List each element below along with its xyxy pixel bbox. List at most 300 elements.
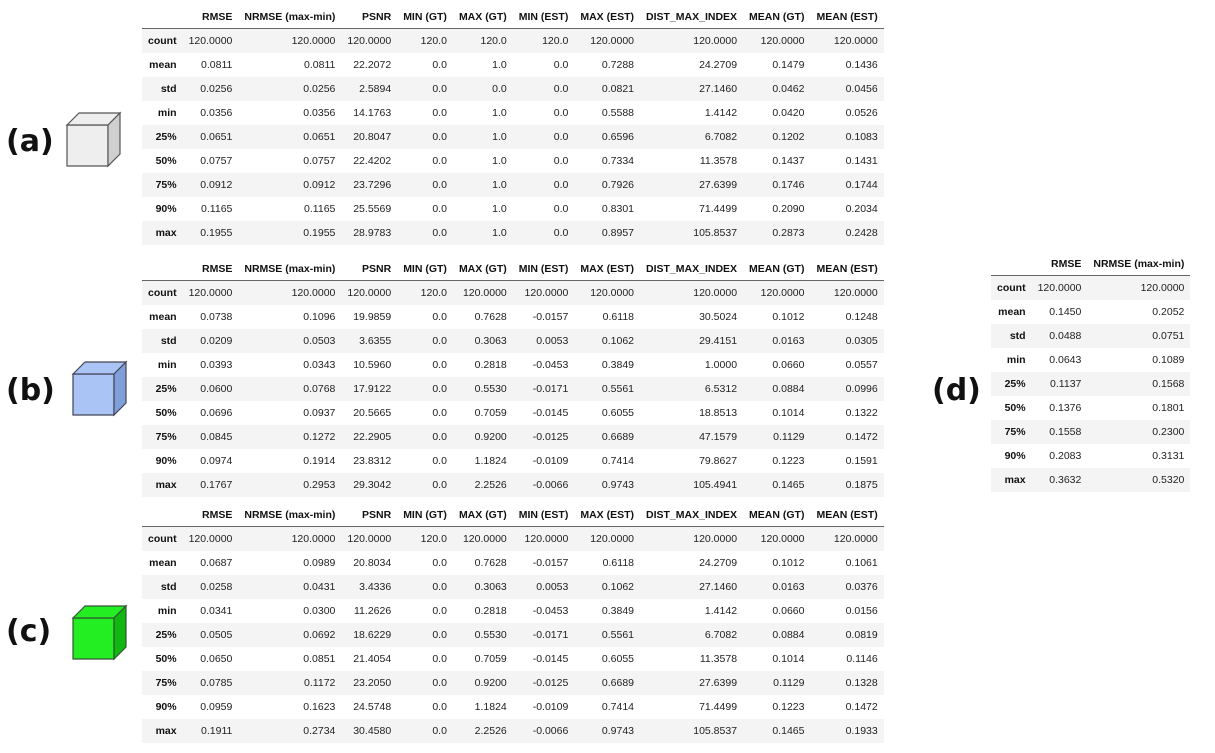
table-cell: 0.5530 <box>474 383 507 395</box>
row-label: 75% <box>155 431 177 443</box>
panel-label-d: (d) <box>932 373 981 408</box>
table-cell: 0.0 <box>553 107 569 119</box>
table-row <box>991 420 1190 444</box>
table-cell: 6.7082 <box>704 629 738 641</box>
column-header: MEAN (GT) <box>743 504 810 527</box>
row-label: max <box>155 725 177 737</box>
table-cell: 0.1096 <box>303 311 336 323</box>
table-cell: 120.0000 <box>347 287 392 299</box>
table-cell: 0.1801 <box>1152 402 1185 414</box>
table-cell: 0.1450 <box>1049 306 1082 318</box>
table-cell: 0.1014 <box>772 653 805 665</box>
table-cell: 0.1165 <box>201 203 233 215</box>
table-cell: 0.0 <box>432 725 447 737</box>
table-cell: 27.6399 <box>699 179 738 191</box>
table-cell: 20.5665 <box>353 407 392 419</box>
column-header: MEAN (EST) <box>810 6 883 29</box>
table-row <box>142 719 884 743</box>
table-row <box>142 473 884 497</box>
table-cell: 0.0393 <box>200 359 233 371</box>
table-cell: 0.0959 <box>200 701 233 713</box>
row-label: 75% <box>155 179 177 191</box>
table-cell: 3.4336 <box>359 581 392 593</box>
column-header <box>991 253 1032 276</box>
row-label: min <box>157 107 177 119</box>
table-cell: 27.6399 <box>699 677 738 689</box>
row-label: count <box>148 35 177 47</box>
header-row <box>142 504 884 527</box>
column-header: MIN (GT) <box>397 6 453 29</box>
table-cell: 0.0650 <box>200 653 233 665</box>
panel-label-c: (c) <box>6 614 52 649</box>
table-cell: 0.9200 <box>474 677 507 689</box>
table-cell: 29.3042 <box>353 479 392 491</box>
column-header <box>142 504 183 527</box>
table-cell: 0.1744 <box>845 179 878 191</box>
header-row <box>991 253 1190 276</box>
table-cell: 0.1376 <box>1049 402 1082 414</box>
table-cell: 0.0 <box>432 605 447 617</box>
table-cell: 0.0356 <box>200 107 233 119</box>
panel-label-b: (b) <box>6 373 55 408</box>
row-label: 75% <box>1004 426 1026 438</box>
table-cell: 0.1129 <box>773 431 805 443</box>
table-cell: 1.4142 <box>704 107 738 119</box>
table-row <box>991 468 1190 492</box>
table-cell: 0.6118 <box>602 311 635 323</box>
table-cell: 0.0258 <box>200 581 233 593</box>
table-cell: 1.1824 <box>474 455 507 467</box>
row-label: std <box>160 581 177 593</box>
table-cell: 79.8627 <box>699 455 738 467</box>
table-cell: 1.1824 <box>474 701 507 713</box>
table-cell: 0.0256 <box>200 83 233 95</box>
table-cell: 1.0 <box>492 107 507 119</box>
table-cell: 0.0751 <box>1152 330 1185 342</box>
row-label: count <box>148 533 177 545</box>
table-cell: 0.1472 <box>845 431 878 443</box>
table-cell: 0.1172 <box>304 677 336 689</box>
table-cell: 2.5894 <box>359 83 392 95</box>
table-cell: 120.0000 <box>188 35 233 47</box>
table-cell: 0.0 <box>432 383 447 395</box>
table-cell: -0.0171 <box>532 629 569 641</box>
table-row <box>142 449 884 473</box>
table-cell: 0.3063 <box>474 581 507 593</box>
table-cell: 0.0660 <box>772 605 805 617</box>
table-cell: -0.0109 <box>532 701 569 713</box>
table-cell: 0.1146 <box>846 653 878 665</box>
table-cell: 0.7288 <box>601 59 635 71</box>
table-cell: 30.4580 <box>353 725 392 737</box>
table-cell: 24.2709 <box>699 557 738 569</box>
table-cell: 6.5312 <box>704 383 738 395</box>
table-cell: 120.0000 <box>590 287 635 299</box>
table-cell: 120.0000 <box>291 35 336 47</box>
table-row <box>142 101 884 125</box>
table-cell: 120.0000 <box>693 287 738 299</box>
table-cell: 0.0845 <box>200 431 233 443</box>
table-cell: 0.0 <box>432 155 447 167</box>
table-cell: 11.2626 <box>354 605 392 617</box>
table-cell: 0.6055 <box>601 407 635 419</box>
table-row <box>142 149 884 173</box>
stats-table-a <box>142 6 884 245</box>
table-cell: -0.0066 <box>532 479 569 491</box>
table-cell: 0.0811 <box>201 59 233 71</box>
table-cell: 0.0557 <box>845 359 878 371</box>
table-cell: 0.0163 <box>772 335 805 347</box>
table-cell: 0.0989 <box>303 557 336 569</box>
table-cell: 0.0785 <box>200 677 233 689</box>
table-cell: 0.9743 <box>601 479 635 491</box>
table-cell: 0.0 <box>432 677 447 689</box>
column-header: MIN (EST) <box>513 258 575 281</box>
table-cell: 120.0000 <box>188 287 233 299</box>
table-cell: 0.5320 <box>1152 474 1185 486</box>
table-cell: 0.1746 <box>772 179 805 191</box>
table-cell: 0.5530 <box>474 629 507 641</box>
table-cell: 0.0 <box>432 431 447 443</box>
table-cell: 0.6689 <box>601 677 635 689</box>
table-row <box>142 353 884 377</box>
row-label: std <box>160 83 177 95</box>
column-header <box>142 258 183 281</box>
column-header: MIN (GT) <box>397 504 453 527</box>
table-cell: 2.2526 <box>474 479 507 491</box>
table-cell: 0.0 <box>432 203 447 215</box>
row-label: 25% <box>155 383 177 395</box>
table-cell: 0.0 <box>553 227 569 239</box>
table-cell: 0.0 <box>432 653 447 665</box>
table-row <box>142 527 884 552</box>
table-cell: 0.0687 <box>200 557 233 569</box>
table-cell: 0.0692 <box>303 629 336 641</box>
stats-table-c <box>142 504 884 743</box>
table-cell: 0.0643 <box>1049 354 1082 366</box>
table-cell: 0.0376 <box>845 581 878 593</box>
row-label: 25% <box>155 629 177 641</box>
column-header: MAX (GT) <box>453 504 513 527</box>
table-cell: -0.0145 <box>532 407 569 419</box>
table-cell: 0.0488 <box>1049 330 1082 342</box>
table-cell: 0.0526 <box>845 107 878 119</box>
table-cell: 0.1328 <box>845 677 878 689</box>
table-cell: 10.5960 <box>353 359 392 371</box>
table-cell: 22.4202 <box>353 155 392 167</box>
table-cell: 0.0053 <box>536 581 569 593</box>
column-header: MAX (EST) <box>574 6 640 29</box>
table-cell: 0.0420 <box>772 107 805 119</box>
table-cell: 0.0819 <box>845 629 878 641</box>
table-cell: 0.0341 <box>200 605 233 617</box>
table-row <box>142 77 884 101</box>
table-cell: 120.0 <box>420 533 447 545</box>
table-cell: 0.1933 <box>845 725 878 737</box>
column-header: NRMSE (max-min) <box>238 504 341 527</box>
row-label: min <box>157 605 177 617</box>
table-cell: 19.9859 <box>353 311 392 323</box>
table-cell: 22.2072 <box>353 59 392 71</box>
table-cell: 0.1248 <box>845 311 878 323</box>
column-header: DIST_MAX_INDEX <box>640 504 743 527</box>
table-cell: 1.0000 <box>704 359 738 371</box>
row-label: max <box>155 227 177 239</box>
table-cell: 0.7628 <box>474 311 507 323</box>
table-cell: 120.0000 <box>590 533 635 545</box>
table-row <box>142 623 884 647</box>
table-cell: 18.6229 <box>353 629 392 641</box>
table-cell: 120.0000 <box>1037 282 1082 294</box>
row-label: 90% <box>155 701 177 713</box>
table-cell: 1.0 <box>492 179 507 191</box>
table-cell: 0.0 <box>553 131 569 143</box>
table-cell: 0.1223 <box>772 701 805 713</box>
table-cell: 2.2526 <box>474 725 507 737</box>
cube-icon-blue <box>70 359 130 419</box>
row-label: min <box>1006 354 1026 366</box>
table-cell: 120.0 <box>480 35 507 47</box>
row-label: min <box>157 359 177 371</box>
table-cell: 0.1437 <box>772 155 805 167</box>
table-cell: 1.0 <box>492 155 507 167</box>
table-row <box>142 377 884 401</box>
column-header: MEAN (EST) <box>810 258 883 281</box>
column-header: MEAN (EST) <box>810 504 883 527</box>
table-cell: 0.0 <box>432 701 447 713</box>
table-cell: 0.2428 <box>845 227 878 239</box>
table-row <box>142 53 884 77</box>
table-cell: 0.1129 <box>773 677 805 689</box>
table-row <box>991 348 1190 372</box>
table-row <box>991 300 1190 324</box>
table-cell: 1.0 <box>492 227 507 239</box>
column-header: PSNR <box>341 258 397 281</box>
table-row <box>142 281 884 306</box>
table-cell: 0.1062 <box>601 335 635 347</box>
table-cell: 0.0300 <box>303 605 336 617</box>
table-cell: 1.4142 <box>704 605 738 617</box>
table-row <box>142 197 884 221</box>
table-cell: 120.0000 <box>462 533 507 545</box>
row-label: 25% <box>155 131 177 143</box>
table-cell: 0.1479 <box>772 59 805 71</box>
column-header: MAX (EST) <box>574 504 640 527</box>
table-cell: 0.1272 <box>303 431 336 443</box>
table-row <box>142 551 884 575</box>
row-label: std <box>1009 330 1026 342</box>
table-cell: -0.0157 <box>532 311 569 323</box>
table-cell: 0.1223 <box>772 455 805 467</box>
table-cell: 0.3063 <box>474 335 507 347</box>
table-cell: 24.5748 <box>353 701 392 713</box>
table-cell: 0.1062 <box>601 581 635 593</box>
table-cell: 0.0209 <box>200 335 233 347</box>
table-cell: 0.2090 <box>772 203 805 215</box>
table-cell: 0.1767 <box>200 479 233 491</box>
table-cell: 0.1465 <box>772 479 805 491</box>
table-cell: 120.0 <box>420 35 447 47</box>
table-cell: 0.2083 <box>1049 450 1082 462</box>
table-cell: -0.0066 <box>532 725 569 737</box>
table-cell: 0.6118 <box>602 557 635 569</box>
table-cell: 0.1089 <box>1152 354 1185 366</box>
table-cell: 0.1955 <box>303 227 336 239</box>
table-cell: 0.1165 <box>304 203 336 215</box>
table-cell: 0.0757 <box>200 155 233 167</box>
table-cell: 3.6355 <box>359 335 392 347</box>
table-cell: 120.0000 <box>524 533 569 545</box>
stats-table-b <box>142 258 884 497</box>
table-cell: 0.0696 <box>200 407 233 419</box>
table-cell: 0.0503 <box>303 335 336 347</box>
table-cell: 0.7926 <box>601 179 635 191</box>
table-cell: 0.6055 <box>601 653 635 665</box>
table-cell: 0.0651 <box>303 131 336 143</box>
column-header: NRMSE (max-min) <box>1087 253 1190 276</box>
table-cell: 105.8537 <box>693 725 738 737</box>
table-cell: 0.0053 <box>536 335 569 347</box>
table-cell: 0.1436 <box>845 59 878 71</box>
table-cell: 11.3578 <box>699 653 738 665</box>
table-cell: 0.3131 <box>1152 450 1185 462</box>
table-cell: 0.0 <box>432 83 447 95</box>
column-header: MIN (EST) <box>513 504 575 527</box>
table-cell: 20.8034 <box>353 557 392 569</box>
table-cell: 25.5569 <box>353 203 392 215</box>
table-cell: 71.4499 <box>699 701 738 713</box>
column-header: MAX (EST) <box>574 258 640 281</box>
table-row <box>142 647 884 671</box>
table-cell: 0.2034 <box>845 203 878 215</box>
table-cell: -0.0145 <box>532 653 569 665</box>
row-label: 50% <box>1004 402 1026 414</box>
table-cell: -0.0157 <box>532 557 569 569</box>
column-header: PSNR <box>341 504 397 527</box>
table-cell: 0.7334 <box>601 155 635 167</box>
table-cell: 0.0768 <box>303 383 336 395</box>
cube-icon-green <box>70 603 130 663</box>
table-cell: 0.0600 <box>200 383 233 395</box>
table-cell: 0.0 <box>432 107 447 119</box>
table-row <box>991 396 1190 420</box>
table-cell: 0.1875 <box>845 479 878 491</box>
column-header: PSNR <box>341 6 397 29</box>
table-row <box>142 305 884 329</box>
table-cell: 0.6596 <box>601 131 635 143</box>
table-cell: 0.2953 <box>303 479 336 491</box>
table-cell: 120.0000 <box>1140 282 1185 294</box>
row-label: max <box>1004 474 1026 486</box>
table-cell: 0.2818 <box>474 359 507 371</box>
column-header: RMSE <box>183 6 239 29</box>
column-header: MAX (GT) <box>453 6 513 29</box>
row-label: 50% <box>155 155 177 167</box>
table-cell: 0.0738 <box>200 311 233 323</box>
table-cell: 0.0660 <box>772 359 805 371</box>
table-cell: 0.1591 <box>845 455 878 467</box>
table-cell: 105.4941 <box>693 479 738 491</box>
table-cell: 0.0884 <box>772 383 805 395</box>
row-label: 25% <box>1004 378 1026 390</box>
table-cell: 24.2709 <box>699 59 738 71</box>
table-cell: 0.0 <box>432 629 447 641</box>
table-cell: 0.3849 <box>601 605 635 617</box>
table-cell: 0.5561 <box>601 629 635 641</box>
table-cell: 0.1472 <box>845 701 878 713</box>
table-cell: 0.0305 <box>845 335 878 347</box>
table-cell: 0.1955 <box>200 227 233 239</box>
table-cell: -0.0125 <box>532 431 569 443</box>
table-cell: 17.9122 <box>353 383 392 395</box>
table-cell: 0.0156 <box>845 605 878 617</box>
column-header: NRMSE (max-min) <box>238 6 341 29</box>
table-cell: 0.0651 <box>200 131 233 143</box>
table-cell: 0.1014 <box>772 407 805 419</box>
table-cell: 0.0 <box>432 479 447 491</box>
table-cell: 0.0 <box>432 131 447 143</box>
table-cell: 47.1579 <box>699 431 738 443</box>
table-cell: 71.4499 <box>699 203 738 215</box>
table-cell: 0.9200 <box>474 431 507 443</box>
table-cell: 0.7628 <box>474 557 507 569</box>
row-label: mean <box>149 59 177 71</box>
table-row <box>142 425 884 449</box>
table-cell: 0.1322 <box>845 407 878 419</box>
table-cell: -0.0109 <box>532 455 569 467</box>
column-header: MIN (GT) <box>397 258 453 281</box>
table-row <box>991 372 1190 396</box>
table-cell: 0.0 <box>432 179 447 191</box>
table-cell: 120.0000 <box>590 35 635 47</box>
table-cell: 0.1137 <box>1050 378 1082 390</box>
table-cell: 0.0757 <box>303 155 336 167</box>
table-cell: 0.0431 <box>303 581 336 593</box>
table-cell: 0.1202 <box>772 131 805 143</box>
table-cell: 28.9783 <box>353 227 392 239</box>
table-cell: 0.0 <box>432 455 447 467</box>
table-cell: 0.0 <box>432 359 447 371</box>
table-cell: 0.0 <box>553 179 569 191</box>
table-cell: 120.0000 <box>462 287 507 299</box>
table-cell: 0.1465 <box>772 725 805 737</box>
table-row <box>142 125 884 149</box>
table-cell: 0.0 <box>432 557 447 569</box>
table-cell: 0.1568 <box>1152 378 1185 390</box>
table-row <box>142 29 884 54</box>
table-cell: 0.0 <box>432 335 447 347</box>
table-cell: 120.0000 <box>760 35 805 47</box>
table-cell: 0.0 <box>432 59 447 71</box>
table-cell: 0.0851 <box>303 653 336 665</box>
table-row <box>142 695 884 719</box>
table-row <box>991 276 1190 301</box>
row-label: 90% <box>1004 450 1026 462</box>
table-cell: 20.8047 <box>353 131 392 143</box>
table-cell: 120.0000 <box>347 35 392 47</box>
row-label: mean <box>149 311 177 323</box>
table-cell: 0.5561 <box>601 383 635 395</box>
table-cell: 27.1460 <box>699 581 738 593</box>
table-row <box>142 599 884 623</box>
table-cell: 105.8537 <box>693 227 738 239</box>
table-row <box>991 444 1190 468</box>
table-cell: 120.0000 <box>833 533 878 545</box>
table-cell: 0.1012 <box>772 311 805 323</box>
table-cell: 0.2818 <box>474 605 507 617</box>
table-cell: 0.0937 <box>303 407 336 419</box>
table-cell: 120.0000 <box>833 287 878 299</box>
